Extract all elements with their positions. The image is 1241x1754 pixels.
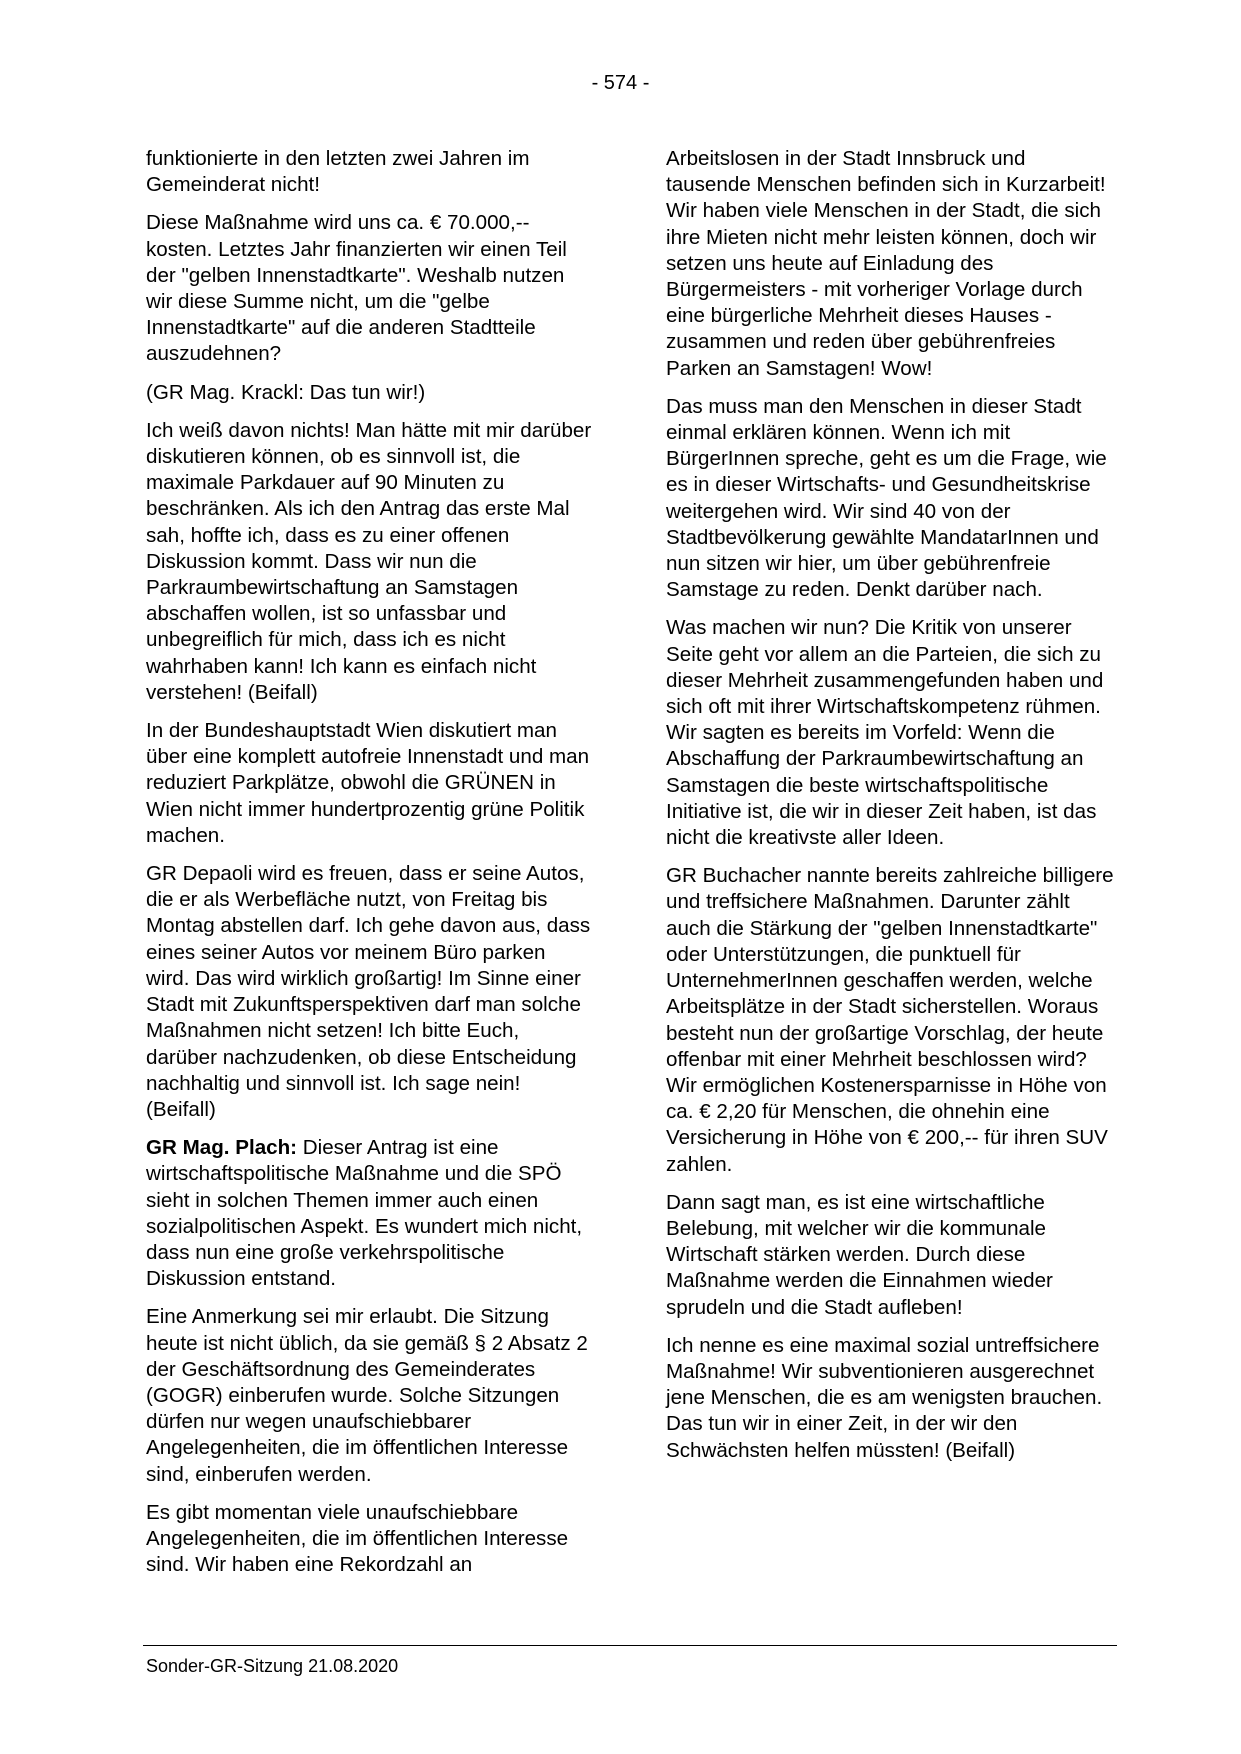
paragraph: Arbeitslosen in der Stadt Innsbruck und tausende Menschen befinden sich in Kurzarbeit! Wir haben viele Menschen in der Stadt, die sich ihre Mieten nicht mehr leisten können, doch wir setzen uns heute auf Einladung des Bürgermeisters - mit vorheriger Vorlage durch eine bürgerliche Mehrheit dieses Hauses - zusammen und reden über gebührenfreies Parken an Samstagen! Wow! — [666, 147, 1106, 380]
left-column — [146, 146, 594, 1590]
paragraph: Ich weiß davon nichts! Man hätte mit mir darüber diskutieren können, ob es sinnvoll ist, die maximale Parkdauer auf 90 Minuten zu beschränken. Als ich den Antrag das erste Mal sah, hoffte ich, dass es zu einer offenen Diskussion kommt. Dass wir nun die Parkraumbewirtschaftung an Samstagen abschaffen wollen, ist so unfassbar und unbegreiflich für mich, dass ich es nicht wahrhaben kann! Ich kann es einfach nicht verstehen! (Beifall) — [146, 418, 592, 704]
page-number: - 574 - — [591, 72, 650, 94]
paragraph: Eine Anmerkung sei mir erlaubt. Die Sitzung heute ist nicht üblich, da sie gemäß § 2 Absatz 2 der Geschäftsordnung des Gemeinderates (GOGR) einberufen wurde. Solche Sitzungen dürfen nur wegen unaufschiebbarer Angelegenheiten, die im öffentlichen Interesse sind, einberufen werden. — [146, 1305, 588, 1486]
interjection: (GR Mag. Krackl: Das tun wir!) — [146, 380, 426, 404]
paragraph: Ich nenne es eine maximal sozial untreffsichere Maßnahme! Wir subventionieren ausgerechnet jene Menschen, die es am wenigsten brauchen. Das tun wir in einer Zeit, in der wir den Schwächsten helfen müssten! (Beifall) — [666, 1333, 1103, 1462]
footer-text: Sonder-GR-Sitzung 21.08.2020 — [146, 1656, 399, 1676]
paragraph: Dann sagt man, es ist eine wirtschaftliche Belebung, mit welcher wir die kommunale Wirtschaft stärken werden. Durch diese Maßnahme werden die Einnahmen wieder sprudeln und die Stadt aufleben! — [666, 1190, 1053, 1319]
paragraph: GR Buchacher nannte bereits zahlreiche billigere und treffsichere Maßnahmen. Darunter zählt auch die Stärkung der "gelben Innenstadtkarte" oder Unterstützungen, die punktuell für UnternehmerInnen geschaffen werden, welche Arbeitsplätze in der Stadt sicherstellen. Woraus besteht nun der großartige Vorschlag, der heute offenbar mit einer Mehrheit beschlossen wird? Wir ermöglichen Kostenersparnisse in Höhe von ca. € 2,20 für Menschen, die ohnehin eine Versicherung in Höhe von € 200,-- für ihren SUV zahlen. — [666, 864, 1114, 1176]
paragraph: GR Depaoli wird es freuen, dass er seine Autos, die er als Werbefläche nutzt, von Freitag bis Montag abstellen darf. Ich gehe davon aus, dass eines seiner Autos vor meinem Büro parken wird. Das wird wirklich großartig! Im Sinne einer Stadt mit Zukunftsperspektiven darf man solche Maßnahmen nicht setzen! Ich bitte Euch, darüber nachzudenken, ob diese Entscheidung nachhaltig und sinnvoll ist. Ich sage nein! (Beifall) — [146, 862, 591, 1121]
paragraph: funktionierte in den letzten zwei Jahren im Gemeinderat nicht! — [146, 147, 530, 197]
right-column — [666, 146, 1114, 1476]
paragraph: Es gibt momentan viele unaufschiebbare Angelegenheiten, die im öffentlichen Interesse sind. Wir haben eine Rekordzahl an — [146, 1500, 569, 1577]
speaker-text: Dieser Antrag ist eine wirtschaftspolitische Maßnahme und die SPÖ sieht in solchen Themen immer auch einen sozialpolitischen Aspekt. Es wundert mich nicht, dass nun eine große verkehrspolitische Diskussion entstand. — [146, 1136, 583, 1291]
speaker-paragraph — [146, 1135, 594, 1292]
footer-divider — [143, 1645, 1117, 1646]
paragraph: Was machen wir nun? Die Kritik von unserer Seite geht vor allem an die Parteien, die sich zu dieser Mehrheit zusammengefunden haben und sich oft mit ihrer Wirtschaftskompetenz rühmen. Wir sagten es bereits im Vorfeld: Wenn die Abschaffung der Parkraumbewirtschaftung an Samstagen die beste wirtschaftspolitische Initiative ist, die wir in dieser Zeit haben, ist das nicht die kreativste aller Ideen. — [666, 616, 1104, 850]
paragraph: In der Bundeshauptstadt Wien diskutiert man über eine komplett autofreie Innenstadt und man reduziert Parkplätze, obwohl die GRÜNEN in Wien nicht immer hundertprozentig grüne Politik machen. — [146, 719, 590, 847]
paragraph: Diese Maßnahme wird uns ca. € 70.000,-- kosten. Letztes Jahr finanzierten wir einen Teil der "gelben Innenstadtkarte". Weshalb nutzen wir diese Summe nicht, um die "gelbe Innenstadtkarte" auf die anderen Stadtteile auszudehnen? — [146, 211, 567, 366]
speaker-name: GR Mag. Plach: — [146, 1136, 298, 1160]
paragraph: Das muss man den Menschen in dieser Stadt einmal erklären können. Wenn ich mit BürgerInnen spreche, geht es um die Frage, wie es in dieser Wirtschafts- und Gesundheitskrise weitergehen wird. Wir sind 40 von der Stadtbevölkerung gewählte MandatarInnen und nun sitzen wir hier, um über gebührenfreie Samstage zu reden. Denkt darüber nach. — [666, 394, 1107, 602]
